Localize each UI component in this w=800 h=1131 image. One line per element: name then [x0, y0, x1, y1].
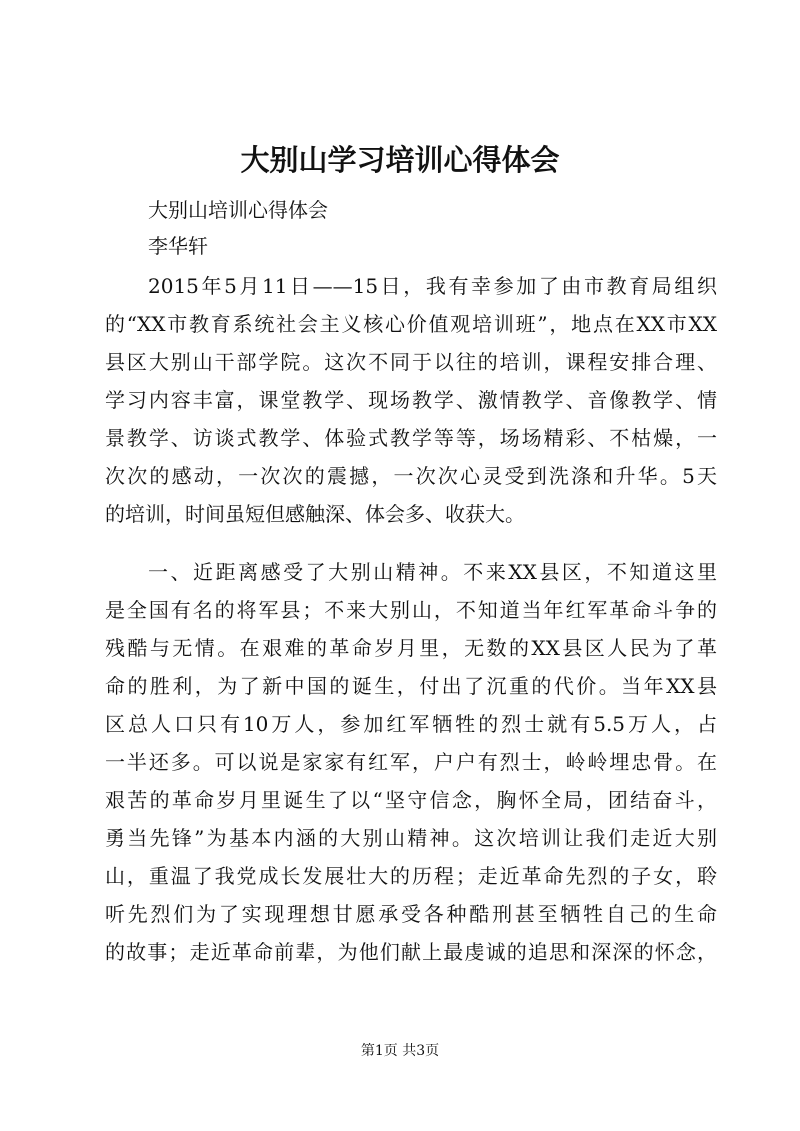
paragraph-line: 的“XX市教育系统社会主义核心价值观培训班”，地点在XX市XX: [105, 312, 717, 336]
paragraph-line: 勇当先锋”为基本内涵的大别山精神。这次培训让我们走近大别: [105, 826, 717, 850]
paragraph-line: 区总人口只有10万人，参加红军牺牲的烈士就有5.5万人，占: [105, 712, 717, 736]
paragraph-line: 命的胜利，为了新中国的诞生，付出了沉重的代价。当年XX县: [105, 674, 717, 698]
paragraph-line: 的故事；走近革命前辈，为他们献上最虔诚的追思和深深的怀念，: [105, 940, 717, 964]
paragraph-line: 2015年5月11日——15日，我有幸参加了由市教育局组织: [148, 274, 717, 298]
paragraph-line: 次次的感动，一次次的震撼，一次次心灵受到洗涤和升华。5天: [105, 464, 717, 488]
paragraph-line: 山，重温了我党成长发展壮大的历程；走近革命先烈的子女，聆: [105, 864, 717, 888]
paragraph-line: 学习内容丰富，课堂教学、现场教学、激情教学、音像教学、情: [105, 388, 717, 412]
paragraph-line: 残酷与无情。在艰难的革命岁月里，无数的XX县区人民为了革: [105, 636, 717, 660]
paragraph-line: 景教学、访谈式教学、体验式教学等等，场场精彩、不枯燥，一: [105, 426, 717, 450]
document-author: 李华轩: [148, 234, 208, 258]
paragraph-line: 一半还多。可以说是家家有红军，户户有烈士，岭岭埋忠骨。在: [105, 750, 717, 774]
paragraph-line: 听先烈们为了实现理想甘愿承受各种酷刑甚至牺牲自己的生命: [105, 902, 717, 926]
document-title: 大别山学习培训心得体会: [240, 143, 560, 177]
paragraph-line: 艰苦的革命岁月里诞生了以“坚守信念，胸怀全局，团结奋斗，: [105, 788, 717, 812]
paragraph-line: 县区大别山干部学院。这次不同于以往的培训，课程安排合理、: [105, 350, 717, 374]
paragraph-line: 是全国有名的将军县；不来大别山，不知道当年红军革命斗争的: [105, 598, 717, 622]
document-subtitle: 大别山培训心得体会: [148, 198, 328, 222]
page-footer: 第1页 共3页: [360, 1043, 440, 1059]
paragraph-line: 的培训，时间虽短但感触深、体会多、收获大。: [105, 502, 525, 526]
paragraph-line: 一、近距离感受了大别山精神。不来XX县区，不知道这里: [148, 560, 717, 584]
